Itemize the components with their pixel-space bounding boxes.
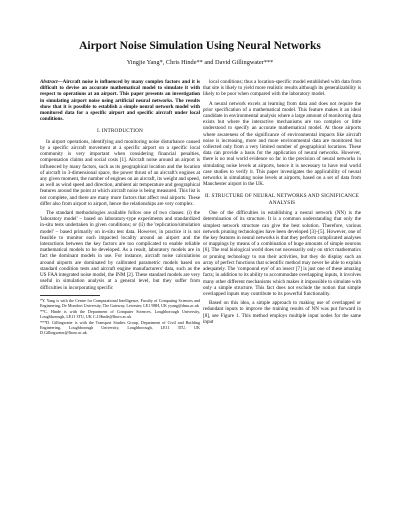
structure-paragraph-1: One of the difficulties in establishing a neural network (NN) is the determination of its structure. It is a common understanding that only the simplest network structure can give the best solution. Therefore, various network pruning technologies have been developed [3]–[5]. However, one of the key features in neural networks is that they perform complicated analyses or mappings by means of a combination of huge amounts of simple neurons [6]. The real biological world does not necessarily only on strict mathematics or pruning technology to run their activities, but they do display such an array of perfect functions that scientific method may never be able to explain adequately. The 'compound eye' of an insect [7] is just one of these amazing facts; in addition to its ability to accommodate overlapping inputs, it involves many other different mechanisms which makes it impossible to simulate with only a simple structure. This fact does not exclude the notion that simple overlapped inputs may contribute to its powerful functionality. (203, 210, 361, 297)
footnote-rule (40, 295, 100, 296)
footnote-3: ***D. Gillingwater is with the Transport Studies Group, Department of Civil and Building Engineering, Loughborough University, Loughborough, LE11 3TU, UK D.Gillingwater@lboro.ac.uk (40, 320, 200, 336)
structure-paragraph-2: Based on this idea, a simple approach to making use of overlapped or redundant inputs to improve the training results of NN was put forward in [8], see Figure 1. This method employs multiple input nodes for the same input (203, 300, 361, 325)
right-paragraph-2: A neural network excels at learning from data and does not require the prior specification of a mathematical model. This feature makes it an ideal candidate in environmental analysis where a large amount of monitoring data exists but where the interactive mechanisms are too complex or little understood to specify an accurate mathematical model. At those airports where awareness of the significance of environmental impacts like aircraft noise is increasing, more and more environmental data are monitored but collected only from a very limited number of geographical locations. These data can provide a basis for the application of neural networks. However, there is no real world evidence so far in the precision of neural networks in simulating noise levels at airports, hence it is necessary to have real world case studies to verify it. This paper investigates the applicability of neural networks in simulating noise levels at airports, based on a set of data from Manchester airport in the UK. (203, 100, 361, 188)
footnote-1: *Y. Yang is with the Centre for Computational Intelligence, Faculty of Computing Sciences and Engineering, De Montfort University, The Gateway, Leicester, LE1 9BH, UK yyang@dmu.ac.uk (40, 297, 200, 308)
right-paragraph-1: local conditions; thus a location-specific model established with data from that site is likely to yield more realistic results although its generalizability is likely to be poor when compared with the laboratory model. (203, 79, 361, 98)
section-1-heading: I. INTRODUCTION (97, 128, 143, 135)
author-line: Yingjie Yang*, Chris Hinde** and David Gillingwater*** (126, 59, 274, 66)
footnote-2: **C. Hinde is with the Department of Computer Sciences, Loughborough University, Loughborough, LE11 3TU, UK C.J.Hinde@lboro.ac.uk (40, 308, 200, 319)
left-column (40, 79, 200, 336)
intro-paragraph-1: In airport operations, identifying and monitoring noise disturbance caused by a specific aircraft movement at a specific airport on a specific local community is very important when considering financial penalties, compensation claims and social costs [1]. Aircraft noise around an airport is influenced by many factors, such as its geographical location and the location of aircraft in 3-dimensional space, the power thrust of an aircraft's engines at any given moment, the number of engines on an aircraft, its weight and speed, as well as wind speed and direction, ambient air temperature and geographical features around the point at which aircraft noise is being measured. This list is not complete, and there are many more factors that affect real airports. These differ also from airport to airport, hence the relationships are very complex. (40, 138, 200, 207)
intro-paragraph-2: The standard methodologies available follow one of two classes: (i) the 'laboratory model' – based on laboratory-type experiments and standardized in-situ tests undertaken in given conditions; or (ii) the 'replication/simulation model' – based primarily on in-situ test data. However, in practice it is not feasible to monitor each impacted locality around an airport and the interactions between the key factors are too complicated to enable reliable mathematical models to be developed. As a result, laboratory models are in fact the dominant models in use. For instance, aircraft noise calculations around airports are dominated by calibrated parametric models based on standard condition tests and aircraft engine manufacturers' data, such as the US FAA integrated noise model, the INM [2]. These standard models are very useful in simulation analysis at a general level, but they suffer from difficulties in incorporating specific (40, 210, 200, 291)
abstract (40, 79, 200, 122)
abstract-text: Aircraft noise is influenced by many complex factors and it is difficult to devise an accurate mathematical model to simulate it with respect to operations at an airport. This paper presents an investigation in simulating airport noise using artificial neural networks. The results show that it is possible to establish a simple neural network model with monitored data for a specific airport and specific aircraft under local conditions. (40, 79, 200, 123)
right-column (203, 79, 361, 328)
paper-title: Airport Noise Simulation Using Neural Networks (79, 40, 321, 52)
abstract-label: Abstract— (40, 79, 63, 85)
section-2-heading: II. STRUCTURE OF NEURAL NETWORKS AND SIGNIFICANCE ANALYSIS (204, 193, 360, 206)
